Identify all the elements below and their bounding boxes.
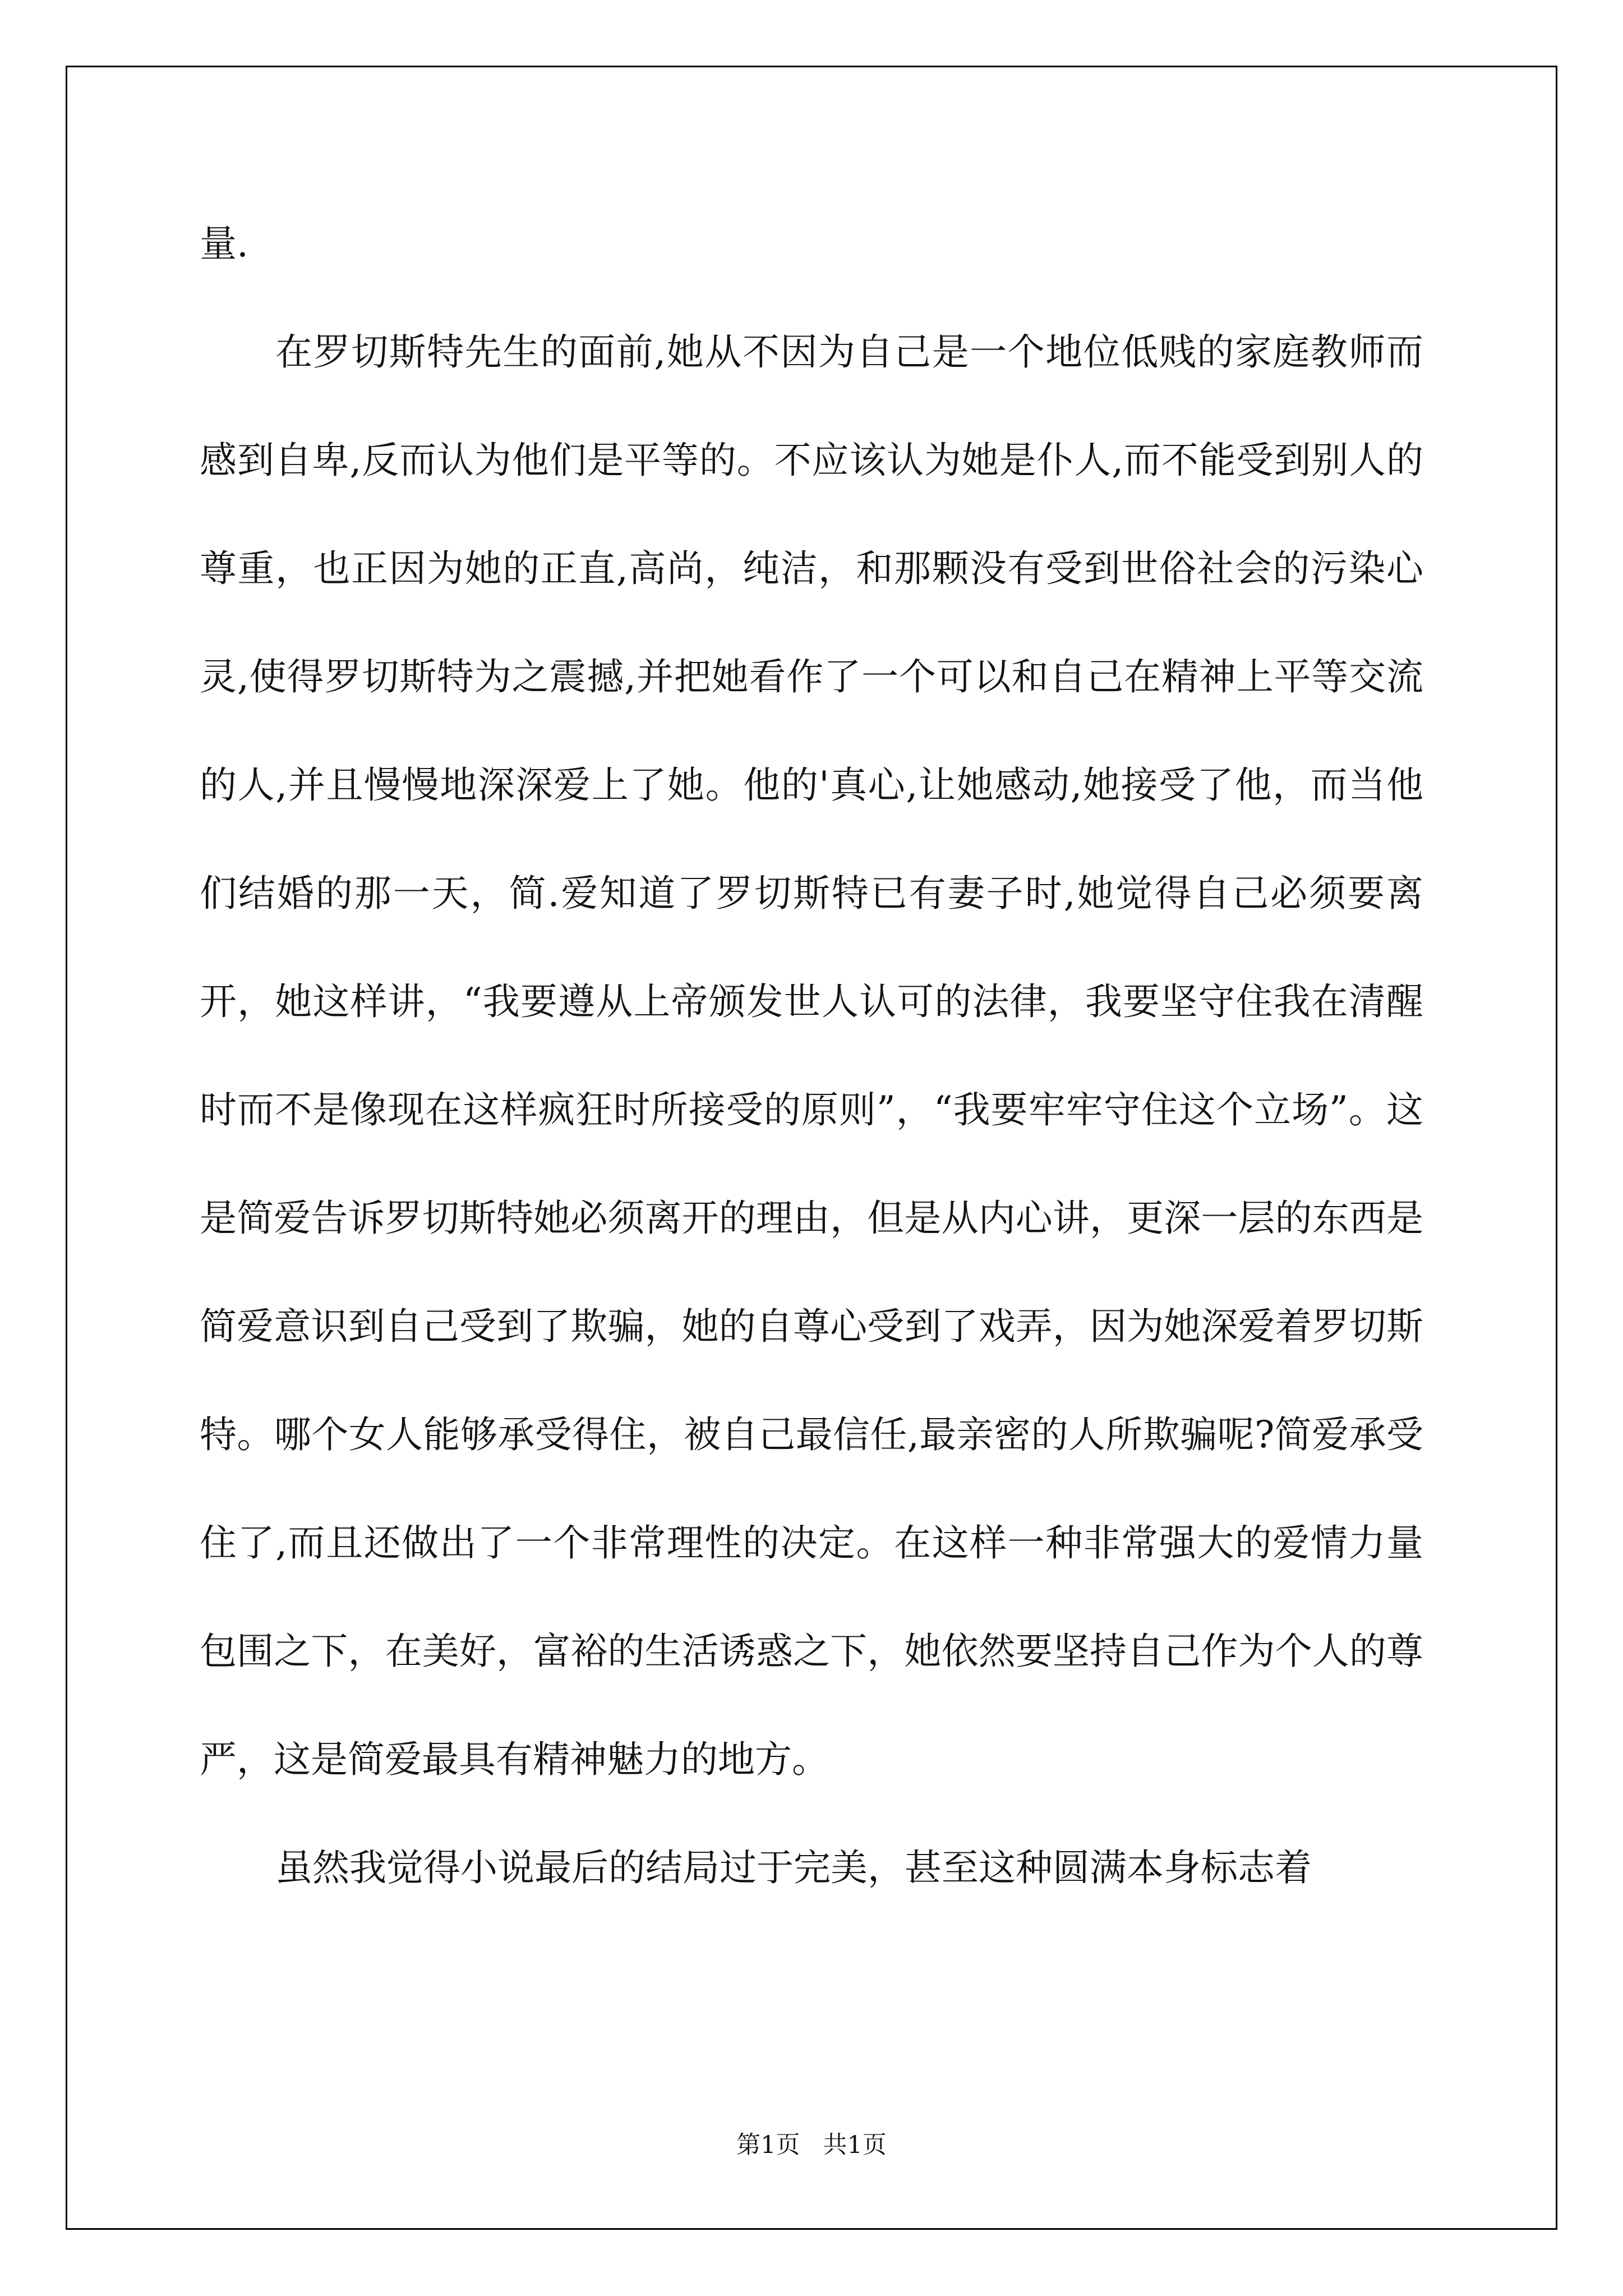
paragraph-3: 虽然我觉得小说最后的结局过于完美，甚至这种圆满本身标志着 bbox=[275, 1846, 1312, 1889]
page-number-footer: 第1页 共1页 bbox=[736, 2131, 887, 2159]
paragraph-1: 量. bbox=[200, 222, 248, 265]
document-body bbox=[200, 190, 1423, 1922]
paragraph-2: 在罗切斯特先生的面前,她从不因为自己是一个地位低贱的家庭教师而感到自卑,反而认为他们是平等的。不应该认为她是仆人,而不能受到别人的尊重，也正因为她的正直,高尚，纯洁，和那颗没有受到世俗社会的污染心灵,使得罗切斯特为之震撼,并把她看作了一个可以和自己在精神上平等交流的人,并且慢慢地深深爱上了她。他的'真心,让她感动,她接受了他，而当他们结婚的那一天，简.爱知道了罗切斯特已有妻子时,她觉得自己必须要离开，她这样讲，“我要遵从上帝颁发世人认可的法律，我要坚守住我在清醒时而不是像现在这样疯狂时所接受的原则”，“我要牢牢守住这个立场”。这是简爱告诉罗切斯特她必须离开的理由，但是从内心讲，更深一层的东西是简爱意识到自己受到了欺骗，她的自尊心受到了戏弄，因为她深爱着罗切斯特。哪个女人能够承受得住，被自己最信任,最亲密的人所欺骗呢?简爱承受住了,而且还做出了一个非常理性的决定。在这样一种非常强大的爱情力量包围之下，在美好，富裕的生活诱惑之下，她依然要坚持自己作为个人的尊严，这是简爱最具有精神魅力的地方。 bbox=[200, 330, 1423, 1781]
